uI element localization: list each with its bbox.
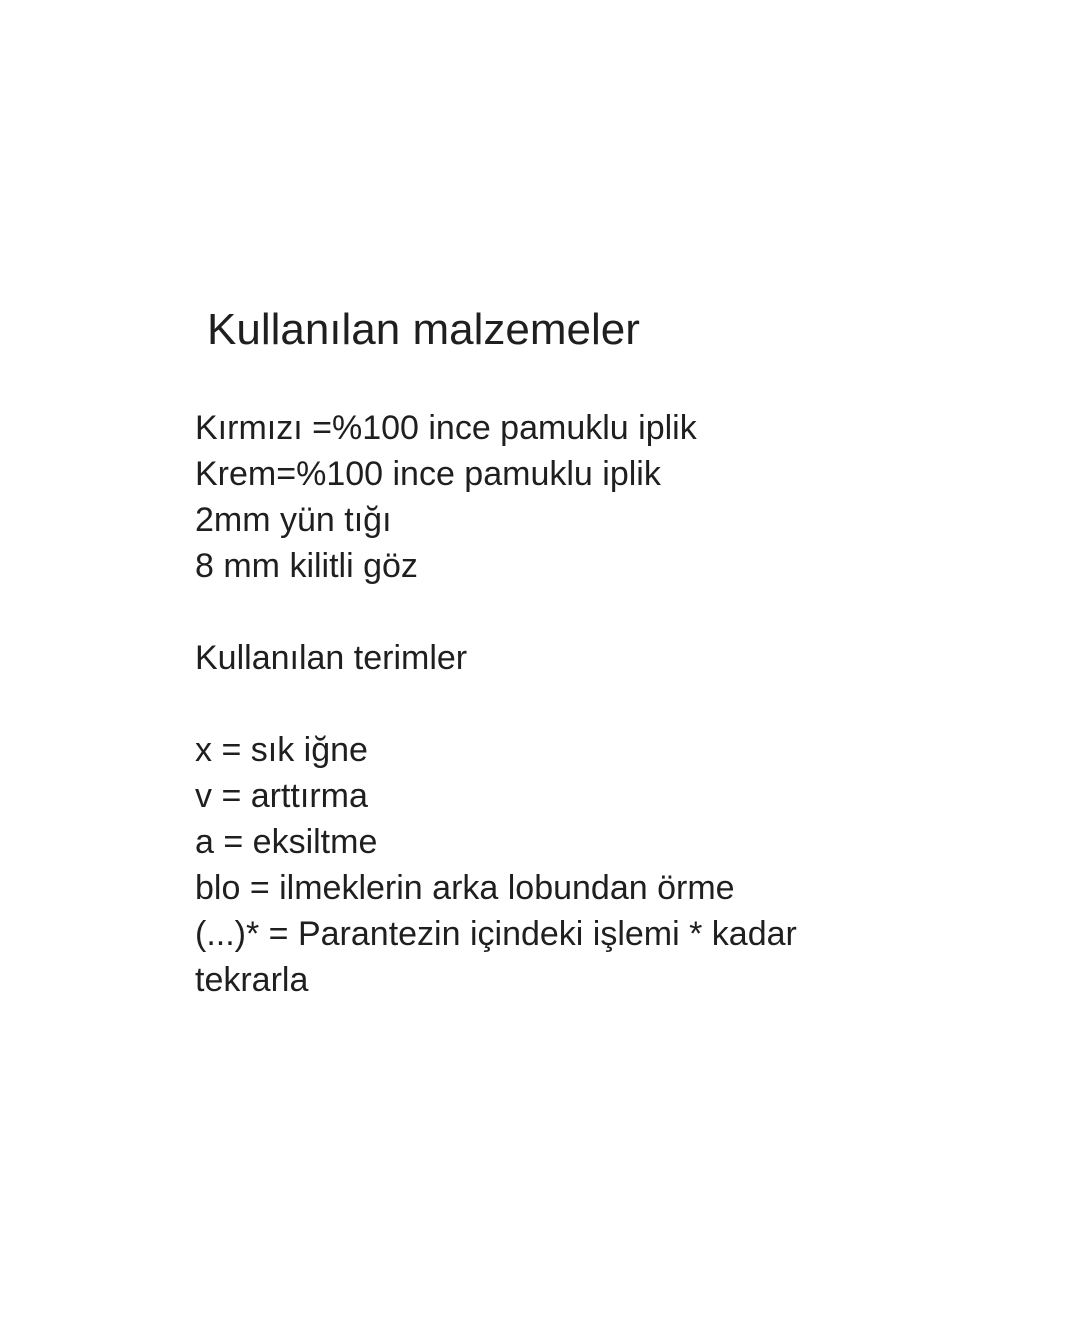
page-title: Kullanılan malzemeler <box>207 305 640 354</box>
terms-list <box>195 727 797 1003</box>
term-item: tekrarla <box>195 961 309 999</box>
material-item: Krem=%100 ince pamuklu iplik <box>195 455 661 493</box>
material-item: 2mm yün tığı <box>195 501 392 539</box>
materials-list <box>195 405 697 589</box>
material-item: 8 mm kilitli göz <box>195 547 418 585</box>
term-item: blo = ilmeklerin arka lobundan örme <box>195 869 735 907</box>
term-item: x = sık iğne <box>195 731 368 769</box>
material-item: Kırmızı =%100 ince pamuklu iplik <box>195 409 697 447</box>
term-item: v = arttırma <box>195 777 368 815</box>
term-item: a = eksiltme <box>195 823 378 861</box>
term-item: (...)* = Parantezin içindeki işlemi * kadar <box>195 915 797 953</box>
terms-heading: Kullanılan terimler <box>195 639 468 677</box>
